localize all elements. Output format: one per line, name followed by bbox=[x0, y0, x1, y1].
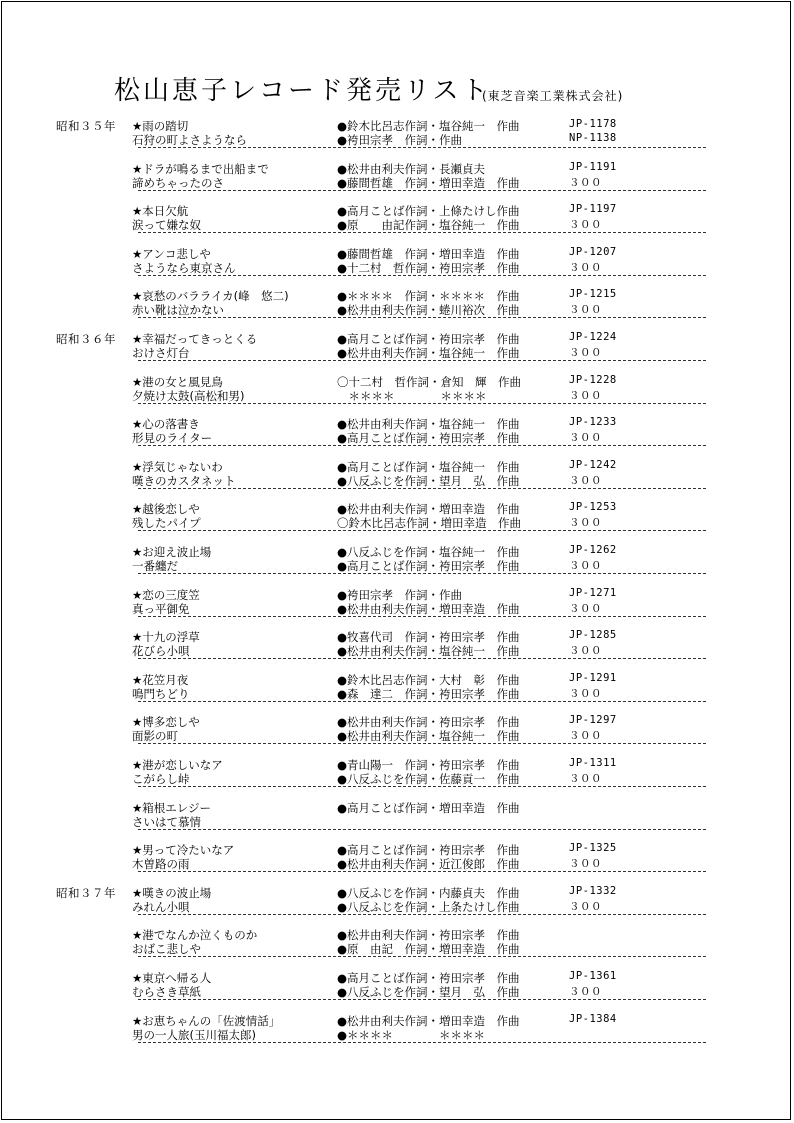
record-entry bbox=[0, 501, 794, 541]
dashed-rule bbox=[138, 275, 706, 276]
catalog-number: JP-1215 bbox=[569, 288, 617, 301]
b-side-title: 夕焼け太鼓(高松和男) bbox=[132, 388, 245, 403]
price: ３００ bbox=[569, 304, 602, 317]
b-side-credit: ●袴田宗孝 作詞・作曲 bbox=[337, 133, 463, 147]
a-side-credit: ●高月ことば作詞・袴田宗孝 作曲 bbox=[337, 971, 520, 985]
catalog-number: JP-1361 bbox=[569, 970, 617, 982]
b-side-title: さいはて慕情 bbox=[132, 814, 201, 829]
b-side-credit: ●藤間哲雄 作詞・増田幸造 作曲 bbox=[337, 175, 520, 190]
price: ３００ bbox=[569, 219, 602, 232]
catalog-number: JP-1224 bbox=[569, 331, 617, 343]
catalog-number: JP-1271 bbox=[569, 586, 617, 599]
record-entry bbox=[0, 246, 794, 286]
price: NP-1138 bbox=[569, 132, 617, 144]
catalog-number: JP-1325 bbox=[569, 842, 617, 855]
record-entry bbox=[0, 842, 794, 882]
dashed-rule bbox=[138, 573, 706, 574]
a-side-title: ★男って冷たいなア bbox=[132, 843, 235, 858]
dashed-rule bbox=[138, 786, 706, 787]
catalog-number: JP-1233 bbox=[569, 416, 617, 429]
dashed-rule bbox=[138, 190, 706, 191]
a-side-credit: 〇十二村 哲作詞・倉知 輝 作曲 bbox=[337, 374, 521, 389]
dashed-rule bbox=[138, 232, 706, 233]
price: ３００ bbox=[569, 773, 602, 785]
dashed-rule bbox=[138, 743, 706, 744]
a-side-credit: ●＊＊＊＊ 作詞・＊＊＊＊ 作曲 bbox=[337, 289, 520, 304]
catalog-number: JP-1253 bbox=[569, 501, 617, 514]
a-side-title: ★箱根エレジー bbox=[132, 800, 212, 815]
catalog-number: JP-1197 bbox=[569, 203, 617, 216]
price: ３００ bbox=[569, 389, 602, 402]
a-side-credit: ●松井由利夫作詞・長瀬貞夫 bbox=[337, 161, 486, 176]
dashed-rule bbox=[138, 403, 706, 404]
a-side-credit: ●鈴木比呂志作詞・大村 彰 作曲 bbox=[337, 672, 520, 687]
dashed-rule bbox=[138, 488, 706, 489]
b-side-title: 残したパイプ bbox=[132, 516, 201, 531]
a-side-credit: ●青山陽一 作詞・袴田宗孝 作曲 bbox=[337, 758, 520, 772]
dashed-rule bbox=[138, 530, 706, 531]
a-side-credit: ●高月ことば作詞・塩谷純一 作曲 bbox=[337, 459, 520, 474]
a-side-title: ★港の女と風見鳥 bbox=[132, 374, 223, 389]
price: ３００ bbox=[569, 730, 602, 743]
a-side-title: ★アンコ悲しや bbox=[132, 246, 211, 261]
b-side-title: 諦めちゃったのさ bbox=[132, 175, 224, 190]
a-side-credit: ●高月ことば作詞・袴田宗孝 作曲 bbox=[337, 843, 520, 858]
catalog-number: JP-1285 bbox=[569, 629, 617, 642]
a-side-title: ★十九の浮草 bbox=[132, 630, 200, 645]
b-side-title: 男の一人旅(玉川福太郎) bbox=[132, 1027, 256, 1042]
record-entry bbox=[0, 757, 794, 797]
b-side-credit: ●八反ふじを作詞・望月 弘 作曲 bbox=[337, 985, 520, 999]
year-label: 昭和３７年 bbox=[56, 885, 116, 900]
catalog-number: JP-1191 bbox=[569, 160, 617, 173]
b-side-title: 一番纏だ bbox=[132, 559, 178, 573]
b-side-credit: ●松井由利夫作詞・蜷川裕次 作曲 bbox=[337, 303, 520, 318]
b-side-title: 花びら小唄 bbox=[132, 644, 190, 659]
dashed-rule bbox=[138, 147, 706, 148]
b-side-credit: ●原 由記作詞・塩谷純一 作曲 bbox=[337, 218, 520, 233]
record-entry bbox=[0, 1013, 794, 1053]
record-entry bbox=[0, 970, 794, 1010]
a-side-credit: ●松井由利夫作詞・袴田宗孝 作曲 bbox=[337, 928, 520, 943]
record-entry bbox=[0, 629, 794, 669]
b-side-credit: ●松井由利夫作詞・塩谷純一 作曲 bbox=[337, 346, 520, 360]
b-side-title: おけさ灯台 bbox=[132, 346, 190, 360]
year-label: 昭和３５年 bbox=[56, 119, 116, 133]
dashed-rule bbox=[138, 360, 706, 361]
dashed-rule bbox=[138, 658, 706, 659]
b-side-credit: ●松井由利夫作詞・近江俊郎 作曲 bbox=[337, 857, 520, 872]
a-side-credit: ●八反ふじを作詞・内藤貞夫 作曲 bbox=[337, 885, 520, 900]
price: ３００ bbox=[569, 858, 602, 871]
price: ３００ bbox=[569, 517, 602, 530]
a-side-title: ★心の落書き bbox=[132, 417, 200, 432]
record-entry bbox=[0, 331, 794, 371]
b-side-credit: ＊＊＊＊ ＊＊＊＊ bbox=[337, 388, 487, 403]
price: ３００ bbox=[569, 687, 602, 700]
a-side-title: ★お迎え波止場 bbox=[132, 545, 212, 559]
price: ３００ bbox=[569, 347, 602, 359]
record-entry bbox=[0, 672, 794, 712]
b-side-credit: ●高月ことば作詞・袴田宗孝 作曲 bbox=[337, 559, 520, 573]
catalog-number: JP-1332 bbox=[569, 884, 617, 897]
a-side-title: ★博多恋しや bbox=[132, 715, 200, 730]
b-side-title: 面影の町 bbox=[132, 729, 178, 744]
a-side-title: ★哀愁のバラライカ(峰 悠二) bbox=[132, 289, 289, 304]
a-side-title: ★幸福だってきっとくる bbox=[132, 332, 258, 346]
price: ３００ bbox=[569, 645, 602, 658]
dashed-rule bbox=[138, 829, 706, 830]
b-side-title: おばこ悲しや bbox=[132, 942, 201, 957]
record-entry bbox=[0, 459, 794, 499]
a-side-credit: ●高月ことば作詞・増田幸造 作曲 bbox=[337, 800, 520, 815]
b-side-title: 真っ平御免 bbox=[132, 601, 190, 616]
catalog-number: JP-1207 bbox=[569, 245, 617, 258]
catalog-number: JP-1291 bbox=[569, 671, 617, 684]
a-side-credit: ●袴田宗孝 作詞・作曲 bbox=[337, 587, 463, 602]
b-side-title: みれん小唄 bbox=[132, 899, 190, 914]
b-side-title: 鳴門ちどり bbox=[132, 686, 190, 701]
b-side-credit: ●八反ふじを作詞・佐藤貢一 作曲 bbox=[337, 772, 520, 786]
price: ３００ bbox=[569, 986, 602, 998]
catalog-number: JP-1242 bbox=[569, 458, 617, 471]
b-side-title: 嘆きのカスタネット bbox=[132, 473, 236, 488]
price: ３００ bbox=[569, 560, 602, 572]
record-entry bbox=[0, 161, 794, 201]
catalog-number: JP-1311 bbox=[569, 757, 617, 769]
b-side-title: 涙って嫌な奴 bbox=[132, 218, 201, 233]
a-side-title: ★港が恋しいなア bbox=[132, 758, 223, 772]
record-entry bbox=[0, 416, 794, 456]
b-side-credit: ●原 由記 作詞・増田幸造 作曲 bbox=[337, 942, 520, 957]
dashed-rule bbox=[138, 701, 706, 702]
a-side-title: ★本日欠航 bbox=[132, 204, 189, 219]
page-title: 松山恵子レコード発売リスト bbox=[114, 76, 491, 106]
b-side-credit: ●松井由利夫作詞・塩谷純一 作曲 bbox=[337, 729, 520, 744]
dashed-rule bbox=[138, 616, 706, 617]
year-label: 昭和３６年 bbox=[56, 332, 116, 346]
record-entry bbox=[0, 927, 794, 967]
record-entry bbox=[0, 374, 794, 414]
record-entry bbox=[0, 714, 794, 754]
a-side-credit: ●松井由利夫作詞・塩谷純一 作曲 bbox=[337, 417, 520, 432]
a-side-credit: ●牧喜代司 作詞・袴田宗孝 作曲 bbox=[337, 630, 520, 645]
a-side-title: ★花笠月夜 bbox=[132, 672, 189, 687]
a-side-credit: ●鈴木比呂志作詞・塩谷純一 作曲 bbox=[337, 119, 520, 133]
a-side-credit: ●藤間哲雄 作詞・増田幸造 作曲 bbox=[337, 246, 520, 261]
catalog-number: JP-1262 bbox=[569, 544, 617, 556]
b-side-credit: ●十二村 哲作詞・袴田宗孝 作曲 bbox=[337, 260, 520, 275]
dashed-rule bbox=[138, 914, 706, 915]
dashed-rule bbox=[138, 999, 706, 1000]
a-side-title: ★東京へ帰る人 bbox=[132, 971, 212, 985]
a-side-credit: ●松井由利夫作詞・増田幸造 作曲 bbox=[337, 1013, 520, 1028]
a-side-title: ★越後恋しや bbox=[132, 502, 200, 517]
b-side-credit: ●八反ふじを作詞・上条たけし作曲 bbox=[337, 899, 520, 914]
a-side-credit: ●八反ふじを作詞・塩谷純一 作曲 bbox=[337, 545, 520, 559]
a-side-title: ★恋の三度笠 bbox=[132, 587, 200, 602]
a-side-title: ★港でなんか泣くものか bbox=[132, 928, 258, 943]
catalog-number: JP-1297 bbox=[569, 714, 617, 727]
b-side-credit: ●松井由利夫作詞・増田幸造 作曲 bbox=[337, 601, 520, 616]
b-side-title: 赤い靴は泣かない bbox=[132, 303, 224, 318]
b-side-credit: ●八反ふじを作詞・望月 弘 作曲 bbox=[337, 473, 520, 488]
dashed-rule bbox=[138, 445, 706, 446]
dashed-rule bbox=[138, 956, 706, 957]
record-entry bbox=[0, 203, 794, 243]
a-side-credit: ●松井由利夫作詞・袴田宗孝 作曲 bbox=[337, 715, 520, 730]
b-side-credit: 〇鈴木比呂志作詞・増田幸造 作曲 bbox=[337, 516, 521, 531]
record-entry bbox=[0, 544, 794, 584]
dashed-rule bbox=[138, 871, 706, 872]
catalog-number: JP-1228 bbox=[569, 373, 617, 386]
a-side-credit: ●高月ことば作詞・上條たけし作曲 bbox=[337, 204, 520, 219]
dashed-rule bbox=[138, 317, 706, 318]
record-entry bbox=[0, 800, 794, 840]
b-side-credit: ●高月ことば作詞・袴田宗孝 作曲 bbox=[337, 431, 520, 446]
b-side-title: こがらし峠 bbox=[132, 772, 190, 786]
b-side-credit: ●＊＊＊＊ ＊＊＊＊ bbox=[337, 1027, 486, 1042]
catalog-number: JP-1178 bbox=[569, 118, 617, 130]
a-side-credit: ●松井由利夫作詞・増田幸造 作曲 bbox=[337, 502, 520, 517]
a-side-credit: ●高月ことば作詞・袴田宗孝 作曲 bbox=[337, 332, 520, 346]
b-side-title: さようなら東京さん bbox=[132, 260, 236, 275]
price: ３００ bbox=[569, 432, 602, 445]
price: ３００ bbox=[569, 176, 602, 189]
record-entry bbox=[0, 288, 794, 328]
a-side-title: ★嘆きの波止場 bbox=[132, 885, 212, 900]
a-side-title: ★浮気じゃないわ bbox=[132, 459, 223, 474]
record-entry bbox=[0, 587, 794, 627]
price: ３００ bbox=[569, 602, 602, 615]
b-side-credit: ●森 達二 作詞・袴田宗孝 作曲 bbox=[337, 686, 520, 701]
a-side-title: ★雨の踏切 bbox=[132, 119, 189, 133]
b-side-credit: ●松井由利夫作詞・塩谷純一 作曲 bbox=[337, 644, 520, 659]
record-entry bbox=[0, 118, 794, 158]
page-subtitle: (東芝音楽工業株式会社) bbox=[482, 89, 624, 103]
b-side-title: 石狩の町よさようなら bbox=[132, 133, 247, 147]
catalog-number: JP-1384 bbox=[569, 1012, 617, 1025]
price: ３００ bbox=[569, 474, 602, 487]
b-side-title: 木曽路の雨 bbox=[132, 857, 190, 872]
price: ３００ bbox=[569, 900, 602, 913]
a-side-title: ★お恵ちゃんの「佐渡情話」 bbox=[132, 1013, 281, 1028]
b-side-title: むらさき草紙 bbox=[132, 985, 201, 999]
price: ３００ bbox=[569, 261, 602, 274]
record-entry bbox=[0, 885, 794, 925]
dashed-rule bbox=[138, 1042, 706, 1043]
a-side-title: ★ドラが鳴るまで出船まで bbox=[132, 161, 269, 176]
b-side-title: 形見のライター bbox=[132, 431, 213, 446]
